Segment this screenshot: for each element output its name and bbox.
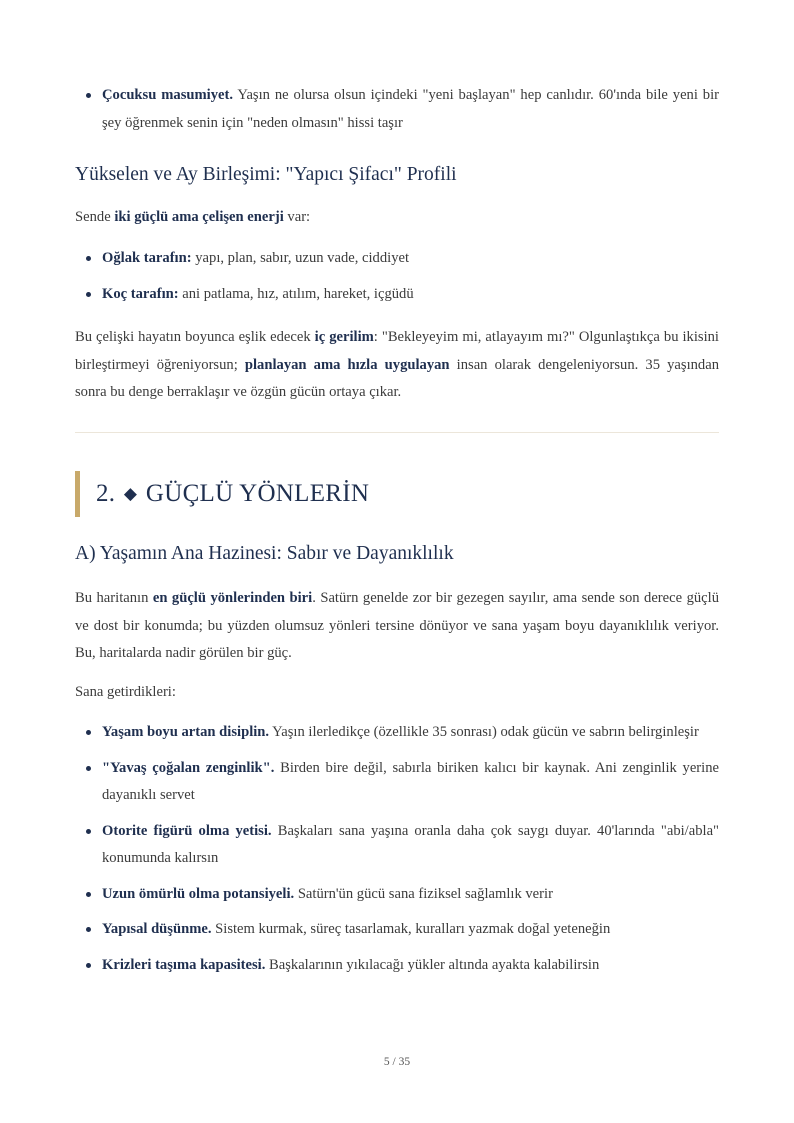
list-intro: Sana getirdikleri:: [75, 684, 176, 700]
list-item: Yapısal düşünme. Sistem kurmak, süreç tasarlamak, kuralları yazmak doğal yeteneğin: [75, 916, 719, 944]
section-heading: [75, 471, 369, 517]
subsection-title-patience: A) Yaşamın Ana Hazinesi: Sabır ve Dayanıklılık: [75, 543, 454, 564]
tension-paragraph: Bu çelişki hayatın boyunca eşlik edecek iç gerilim: "Bekleyeyim mi, atlayayım mı?" Olgunlaştıkça bu ikisini birleştirmeyi öğreniyorsun; planlayan ama hızla uygulayan insan olarak dengeleniyorsun. 35 yaşından sonra bu denge berraklaşır ve özgün gücün ortaya çıkar.: [75, 329, 719, 400]
page-number: 5 / 35: [383, 1056, 411, 1068]
list-item: Krizleri taşıma kapasitesi. Başkalarının yıkılacağı yükler altında ayakta kalabilirsin: [75, 952, 719, 980]
energy-list: [75, 245, 719, 308]
list-item: Çocuksu masumiyet. Yaşın ne olursa olsun içindeki "yeni başlayan" hep canlıdır. 60'ında bile yeni bir şey öğrenmek senin için "neden olmasın" hissi taşır: [75, 82, 719, 137]
list-item: Oğlak tarafın: yapı, plan, sabır, uzun vade, ciddiyet: [75, 245, 719, 273]
subsection-intro: Sende iki güçlü ama çelişen enerji var:: [75, 209, 311, 225]
patience-paragraph: Bu haritanın en güçlü yönlerinden biri. Satürn genelde zor bir gezegen sayılır, ama sende son derece güçlü ve dost bir konumda; bu yüzden olumsuz yönleri tersine dönüyor ve sana yaşam boyu dayanıklılık veriyor. Bu, haritalarda nadir görülen bir güç.: [75, 590, 719, 661]
subsection-title-rising-moon: Yükselen ve Ay Birleşimi: "Yapıcı Şifacı" Profili: [75, 164, 457, 185]
benefits-list: [75, 719, 719, 979]
list-item: "Yavaş çoğalan zenginlik". Birden bire değil, sabırla biriken kalıcı bir kaynak. Ani zenginlik yerine dayanıklı servet: [75, 755, 719, 810]
list-item: Otorite figürü olma yetisi. Başkaları sana yaşına oranla daha çok saygı duyar. 40'larında "abi/abla" konumunda kalırsın: [75, 818, 719, 873]
intro-bullet-list: [75, 82, 719, 137]
list-item: Uzun ömürlü olma potansiyeli. Satürn'ün gücü sana fiziksel sağlamlık verir: [75, 881, 719, 909]
diamond-icon: ◆: [123, 484, 138, 503]
section-title: GÜÇLÜ YÖNLERİN: [145, 480, 370, 507]
list-item: Yaşam boyu artan disiplin. Yaşın ilerledikçe (özellikle 35 sonrası) odak gücün ve sabrın belirginleşir: [75, 719, 719, 747]
section-divider: [75, 432, 719, 433]
list-item: Koç tarafın: ani patlama, hız, atılım, hareket, içgüdü: [75, 281, 719, 309]
section-number: 2.: [96, 480, 116, 507]
